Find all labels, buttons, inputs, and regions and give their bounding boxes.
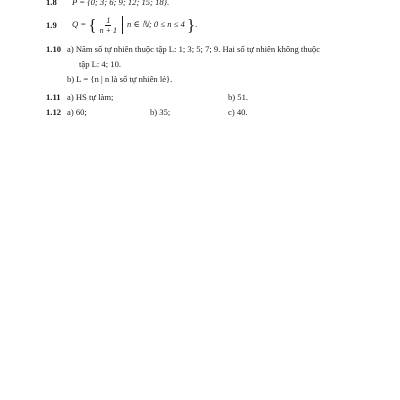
item-number-1-11: 1.11 xyxy=(46,92,61,102)
item-1-8-text: P = {0; 3; 6; 9; 12; 15; 18}. xyxy=(72,0,170,7)
item-1-11-b: b) 51. xyxy=(228,92,249,102)
set-builder-bar xyxy=(122,16,123,34)
item-1-10-b-line: b) L = {n | n là số tự nhiên lẻ}. xyxy=(67,74,173,84)
close-brace: } xyxy=(186,15,196,35)
open-brace: { xyxy=(88,15,97,35)
item-1-10-a-line1: a) Năm số tự nhiên thuộc tập L: 1; 3; 5; 7; 9. Hai số tự nhiên không thuộc xyxy=(67,44,321,54)
item-number-1-12: 1.12 xyxy=(46,107,62,117)
period: . xyxy=(195,19,198,29)
fraction xyxy=(100,16,117,35)
item-1-11-a: a) HS tự làm; xyxy=(67,92,114,102)
set-q-label: Q = xyxy=(72,19,87,29)
item-1-10-a-line2: tập L: 4; 10. xyxy=(79,59,122,69)
item-1-12-c: c) 40. xyxy=(228,107,248,117)
fraction-numerator: 1 xyxy=(106,15,111,25)
item-1-12-b: b) 35; xyxy=(150,107,171,117)
item-number-1-10: 1.10 xyxy=(46,44,62,54)
fraction-denominator: n + 1 xyxy=(99,25,118,35)
item-1-12-a: a) 60; xyxy=(67,107,87,117)
item-number-1-9: 1.9 xyxy=(46,20,57,30)
item-number-1-8: 1.8 xyxy=(46,0,57,7)
item-1-9-expression xyxy=(72,14,197,35)
set-condition: n ∈ ℕ; 0 ≤ n ≤ 4 xyxy=(127,19,185,29)
